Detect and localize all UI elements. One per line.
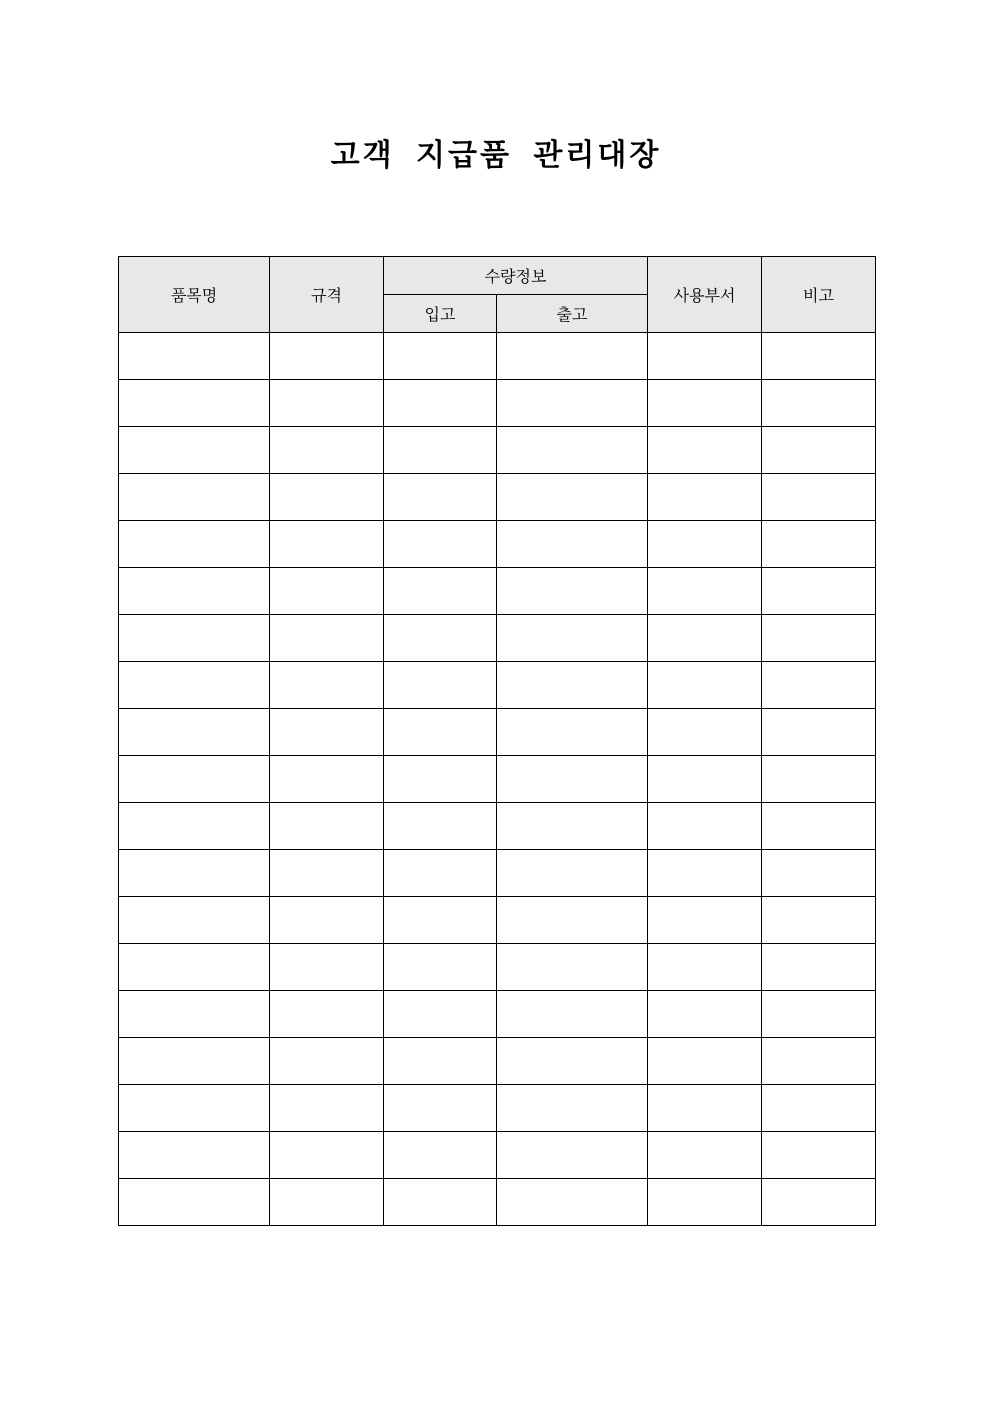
table-row xyxy=(119,1085,876,1132)
cell-spec[interactable] xyxy=(270,1085,384,1132)
cell-item-name[interactable] xyxy=(119,662,270,709)
cell-incoming[interactable] xyxy=(384,1038,497,1085)
page-title: 고객 지급품 관리대장 xyxy=(330,138,662,173)
table-row xyxy=(119,662,876,709)
cell-department[interactable] xyxy=(648,803,762,850)
cell-department[interactable] xyxy=(648,991,762,1038)
cell-spec[interactable] xyxy=(270,1038,384,1085)
cell-spec[interactable] xyxy=(270,474,384,521)
cell-department[interactable] xyxy=(648,897,762,944)
cell-remarks[interactable] xyxy=(762,1038,876,1085)
table-row xyxy=(119,521,876,568)
table-row xyxy=(119,474,876,521)
cell-remarks[interactable] xyxy=(762,850,876,897)
cell-item-name[interactable] xyxy=(119,756,270,803)
header-item-name: 품목명 xyxy=(119,257,270,333)
cell-remarks[interactable] xyxy=(762,568,876,615)
cell-outgoing[interactable] xyxy=(497,991,648,1038)
header-remarks: 비고 xyxy=(762,257,876,333)
cell-remarks[interactable] xyxy=(762,991,876,1038)
cell-remarks[interactable] xyxy=(762,803,876,850)
cell-item-name[interactable] xyxy=(119,568,270,615)
cell-spec[interactable] xyxy=(270,568,384,615)
ledger-table xyxy=(118,256,876,1226)
cell-item-name[interactable] xyxy=(119,380,270,427)
cell-item-name[interactable] xyxy=(119,1179,270,1226)
cell-item-name[interactable] xyxy=(119,615,270,662)
table-row xyxy=(119,615,876,662)
cell-item-name[interactable] xyxy=(119,991,270,1038)
cell-outgoing[interactable] xyxy=(497,944,648,991)
cell-department[interactable] xyxy=(648,615,762,662)
cell-department[interactable] xyxy=(648,427,762,474)
cell-remarks[interactable] xyxy=(762,615,876,662)
cell-outgoing[interactable] xyxy=(497,662,648,709)
cell-remarks[interactable] xyxy=(762,521,876,568)
cell-incoming[interactable] xyxy=(384,1179,497,1226)
cell-incoming[interactable] xyxy=(384,380,497,427)
cell-outgoing[interactable] xyxy=(497,427,648,474)
cell-department[interactable] xyxy=(648,333,762,380)
cell-remarks[interactable] xyxy=(762,333,876,380)
cell-spec[interactable] xyxy=(270,803,384,850)
cell-department[interactable] xyxy=(648,1132,762,1179)
cell-incoming[interactable] xyxy=(384,850,497,897)
cell-incoming[interactable] xyxy=(384,427,497,474)
cell-outgoing[interactable] xyxy=(497,380,648,427)
cell-item-name[interactable] xyxy=(119,709,270,756)
cell-incoming[interactable] xyxy=(384,803,497,850)
cell-outgoing[interactable] xyxy=(497,897,648,944)
table-row xyxy=(119,380,876,427)
cell-item-name[interactable] xyxy=(119,1038,270,1085)
cell-outgoing[interactable] xyxy=(497,803,648,850)
cell-spec[interactable] xyxy=(270,662,384,709)
cell-incoming[interactable] xyxy=(384,662,497,709)
cell-outgoing[interactable] xyxy=(497,850,648,897)
cell-item-name[interactable] xyxy=(119,897,270,944)
cell-remarks[interactable] xyxy=(762,709,876,756)
cell-spec[interactable] xyxy=(270,897,384,944)
table-row xyxy=(119,756,876,803)
cell-outgoing[interactable] xyxy=(497,474,648,521)
cell-remarks[interactable] xyxy=(762,380,876,427)
cell-outgoing[interactable] xyxy=(497,568,648,615)
cell-spec[interactable] xyxy=(270,756,384,803)
cell-incoming[interactable] xyxy=(384,991,497,1038)
table-row xyxy=(119,427,876,474)
cell-spec[interactable] xyxy=(270,709,384,756)
cell-spec[interactable] xyxy=(270,1179,384,1226)
cell-department[interactable] xyxy=(648,1085,762,1132)
cell-spec[interactable] xyxy=(270,521,384,568)
cell-spec[interactable] xyxy=(270,333,384,380)
table-row xyxy=(119,333,876,380)
table-row xyxy=(119,709,876,756)
cell-item-name[interactable] xyxy=(119,333,270,380)
cell-item-name[interactable] xyxy=(119,474,270,521)
cell-outgoing[interactable] xyxy=(497,1085,648,1132)
cell-department[interactable] xyxy=(648,662,762,709)
table-row xyxy=(119,1038,876,1085)
header-spec: 규격 xyxy=(270,257,384,333)
cell-incoming[interactable] xyxy=(384,615,497,662)
cell-item-name[interactable] xyxy=(119,521,270,568)
cell-spec[interactable] xyxy=(270,991,384,1038)
cell-incoming[interactable] xyxy=(384,1132,497,1179)
cell-department[interactable] xyxy=(648,380,762,427)
cell-incoming[interactable] xyxy=(384,756,497,803)
cell-department[interactable] xyxy=(648,709,762,756)
cell-incoming[interactable] xyxy=(384,944,497,991)
cell-outgoing[interactable] xyxy=(497,756,648,803)
cell-remarks[interactable] xyxy=(762,756,876,803)
cell-remarks[interactable] xyxy=(762,897,876,944)
cell-remarks[interactable] xyxy=(762,662,876,709)
cell-outgoing[interactable] xyxy=(497,1038,648,1085)
table-row xyxy=(119,1179,876,1226)
cell-spec[interactable] xyxy=(270,944,384,991)
cell-item-name[interactable] xyxy=(119,427,270,474)
cell-remarks[interactable] xyxy=(762,1132,876,1179)
table-row xyxy=(119,803,876,850)
cell-incoming[interactable] xyxy=(384,897,497,944)
table-row xyxy=(119,991,876,1038)
cell-incoming[interactable] xyxy=(384,709,497,756)
cell-item-name[interactable] xyxy=(119,944,270,991)
cell-remarks[interactable] xyxy=(762,427,876,474)
cell-incoming[interactable] xyxy=(384,474,497,521)
cell-spec[interactable] xyxy=(270,380,384,427)
table-row xyxy=(119,897,876,944)
header-outgoing: 출고 xyxy=(497,295,648,333)
cell-department[interactable] xyxy=(648,1179,762,1226)
cell-outgoing[interactable] xyxy=(497,1179,648,1226)
cell-remarks[interactable] xyxy=(762,474,876,521)
ledger-body xyxy=(119,333,876,1226)
cell-outgoing[interactable] xyxy=(497,333,648,380)
cell-department[interactable] xyxy=(648,944,762,991)
cell-spec[interactable] xyxy=(270,615,384,662)
header-quantity-info: 수량정보 xyxy=(384,257,648,295)
cell-incoming[interactable] xyxy=(384,521,497,568)
cell-item-name[interactable] xyxy=(119,803,270,850)
table-row xyxy=(119,944,876,991)
cell-item-name[interactable] xyxy=(119,1132,270,1179)
header-incoming: 입고 xyxy=(384,295,497,333)
cell-outgoing[interactable] xyxy=(497,615,648,662)
cell-department[interactable] xyxy=(648,474,762,521)
cell-department[interactable] xyxy=(648,756,762,803)
cell-item-name[interactable] xyxy=(119,1085,270,1132)
cell-spec[interactable] xyxy=(270,1132,384,1179)
cell-department[interactable] xyxy=(648,1038,762,1085)
cell-incoming[interactable] xyxy=(384,333,497,380)
cell-outgoing[interactable] xyxy=(497,521,648,568)
table-row xyxy=(119,850,876,897)
table-row xyxy=(119,1132,876,1179)
cell-outgoing[interactable] xyxy=(497,709,648,756)
cell-spec[interactable] xyxy=(270,427,384,474)
cell-incoming[interactable] xyxy=(384,1085,497,1132)
cell-remarks[interactable] xyxy=(762,944,876,991)
cell-outgoing[interactable] xyxy=(497,1132,648,1179)
ledger-header xyxy=(119,257,876,333)
cell-department[interactable] xyxy=(648,521,762,568)
cell-department[interactable] xyxy=(648,568,762,615)
table-row xyxy=(119,568,876,615)
cell-incoming[interactable] xyxy=(384,568,497,615)
cell-department[interactable] xyxy=(648,850,762,897)
cell-item-name[interactable] xyxy=(119,850,270,897)
cell-remarks[interactable] xyxy=(762,1179,876,1226)
cell-spec[interactable] xyxy=(270,850,384,897)
cell-remarks[interactable] xyxy=(762,1085,876,1132)
header-department: 사용부서 xyxy=(648,257,762,333)
